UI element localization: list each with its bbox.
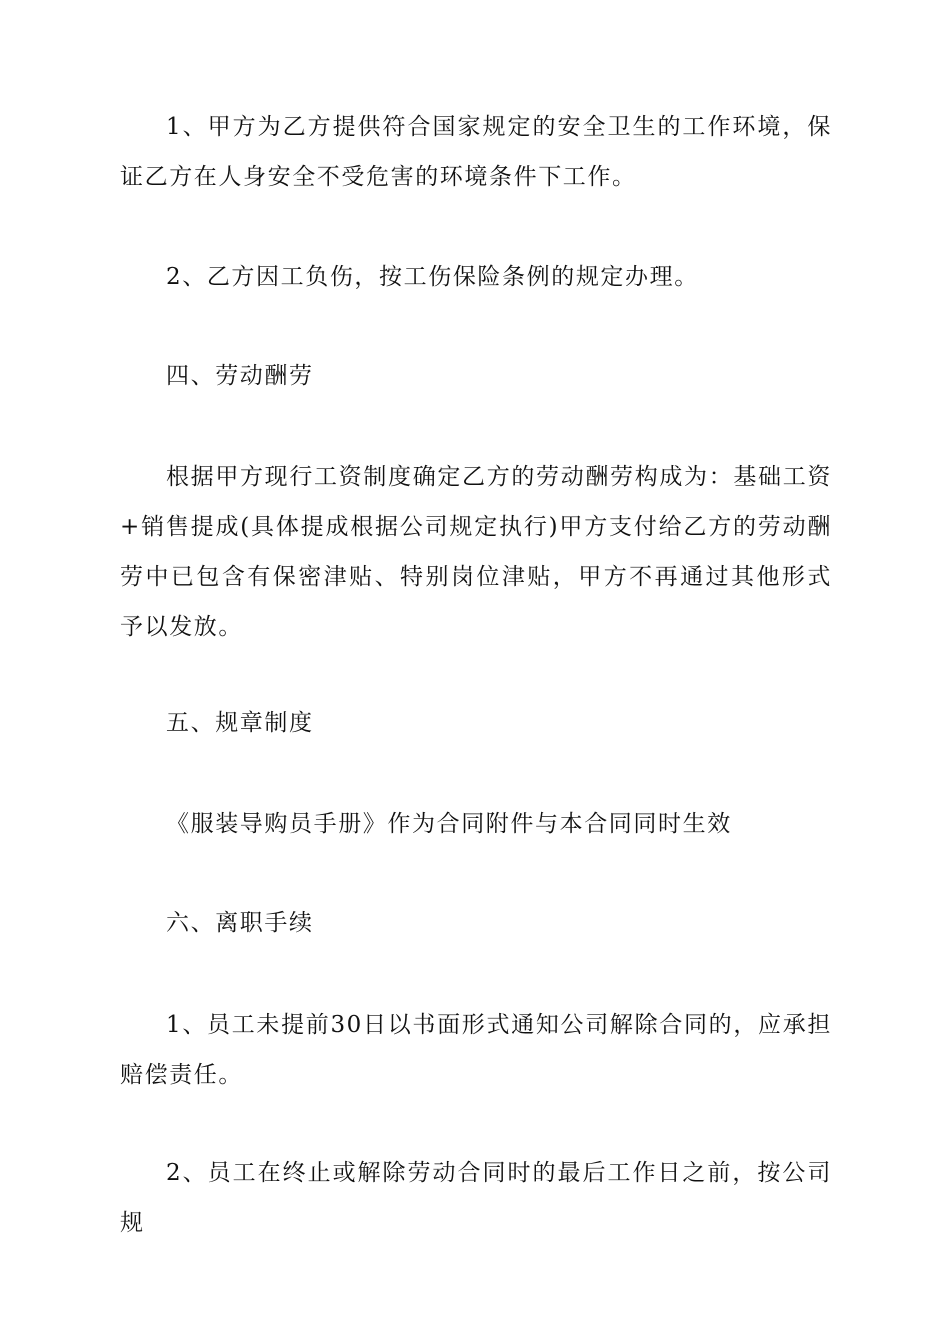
section-heading-resignation: 六、离职手续	[166, 910, 314, 936]
paragraph-remuneration: 根据甲方现行工资制度确定乙方的劳动酬劳构成为：基础工资+销售提成(具体提成根据公司规定执行)甲方支付给乙方的劳动酬劳中已包含有保密津贴、特别岗位津贴，甲方不再通过其他形式予以发放。	[120, 464, 832, 640]
paragraph-work-injury: 2、乙方因工负伤，按工伤保险条例的规定办理。	[166, 264, 699, 290]
paragraph-handbook: 《服装导购员手册》作为合同附件与本合同同时生效	[166, 811, 732, 837]
paragraph-last-workday: 2、员工在终止或解除劳动合同时的最后工作日之前，按公司规	[120, 1160, 832, 1236]
section-heading-remuneration: 四、劳动酬劳	[166, 363, 314, 389]
section-heading-rules: 五、规章制度	[166, 710, 314, 736]
paragraph-notice-period: 1、员工未提前30日以书面形式通知公司解除合同的，应承担赔偿责任。	[120, 1012, 832, 1088]
paragraph-safety-environment: 1、甲方为乙方提供符合国家规定的安全卫生的工作环境，保证乙方在人身安全不受危害的环境条件下工作。	[120, 114, 832, 190]
